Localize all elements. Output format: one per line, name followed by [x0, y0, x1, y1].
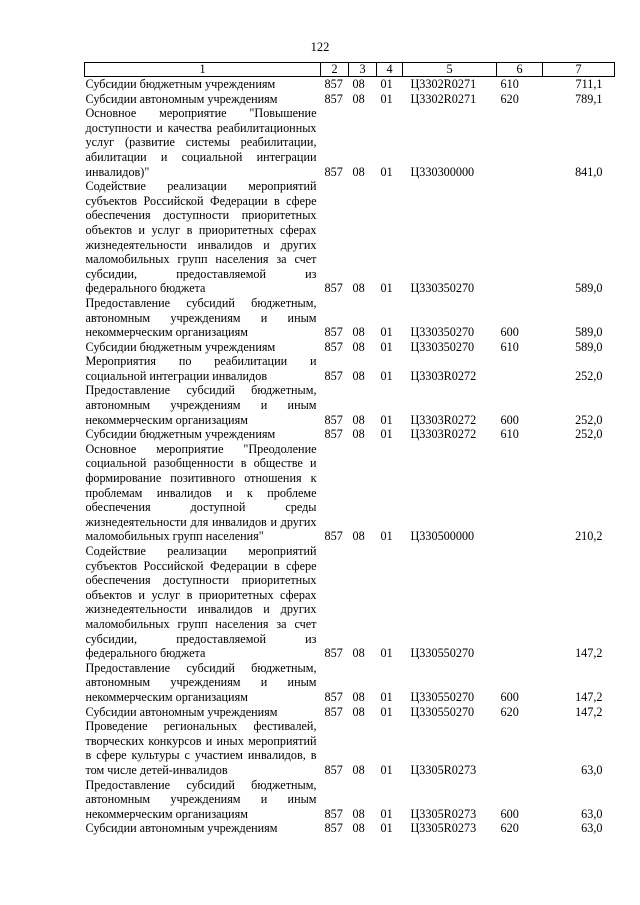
table-row [85, 719, 615, 777]
item-name: Предоставление субсидий бюджетным, автономным учреждениям и иным некоммерческим организациям [85, 295, 317, 340]
table-body [85, 77, 615, 836]
expense-type-code: 600 [500, 325, 519, 340]
department-code: 857 [324, 281, 343, 296]
table-row [85, 354, 615, 383]
department-code: 857 [324, 91, 343, 106]
item-name: Основное мероприятие "Преодоление социальной разобщенности в обществе и формирование позитивного отношения к проблемам инвалидов и к проблеме обеспечения доступной среды жизнедеятельности для инвалидов и других маломобильных групп населения" [85, 441, 317, 544]
expense-type-code [497, 544, 543, 661]
section-code: 08 [352, 821, 365, 836]
table-row [85, 544, 615, 661]
amount: 63,0 [581, 762, 603, 777]
item-name: Мероприятия по реабилитации и социальной интеграции инвалидов [85, 354, 317, 383]
item-name: Предоставление субсидий бюджетным, автономным учреждениям и иным некоммерческим организациям [85, 660, 317, 704]
item-name: Предоставление субсидий бюджетным, автономным учреждениям и иным некоммерческим организациям [85, 383, 317, 427]
table-row [85, 106, 615, 179]
amount: 589,0 [575, 325, 603, 340]
subsection-code: 01 [380, 704, 393, 719]
amount: 210,2 [575, 529, 603, 544]
amount: 252,0 [575, 412, 603, 427]
amount: 63,0 [581, 806, 603, 821]
section-code: 08 [352, 164, 365, 179]
table-row [85, 179, 615, 296]
table-row [85, 705, 615, 720]
item-name: Субсидии автономным учреждениям [85, 704, 278, 719]
section-code: 08 [352, 281, 365, 296]
target-article-code: Ц3302R0271 [410, 91, 477, 106]
department-code: 857 [324, 689, 343, 704]
subsection-code: 01 [380, 806, 393, 821]
amount: 252,0 [575, 368, 603, 383]
expense-type-code [497, 354, 543, 383]
target-article-code: Ц330350270 [410, 339, 475, 354]
expense-type-code: 620 [500, 821, 519, 836]
item-name: Субсидии автономным учреждениям [85, 821, 278, 836]
subsection-code: 01 [380, 821, 393, 836]
table-row [85, 442, 615, 544]
amount: 147,2 [575, 704, 603, 719]
section-code: 08 [352, 412, 365, 427]
section-code: 08 [352, 325, 365, 340]
amount: 841,0 [575, 164, 603, 179]
section-code: 08 [352, 762, 365, 777]
department-code: 857 [324, 762, 343, 777]
expense-type-code: 620 [500, 704, 519, 719]
amount: 63,0 [581, 821, 603, 836]
table-row [85, 296, 615, 340]
expense-type-code: 610 [500, 339, 519, 354]
amount: 589,0 [575, 281, 603, 296]
column-header: 2 [321, 63, 349, 77]
target-article-code: Ц330350270 [410, 325, 475, 340]
department-code: 857 [324, 646, 343, 661]
expense-type-code: 620 [500, 91, 519, 106]
item-name: Основное мероприятие "Повышение доступности и качества реабилитационных услуг (развитие системы реабилитации, абилитации и социальной интеграции инвалидов)" [85, 106, 317, 179]
column-header: 4 [377, 63, 403, 77]
amount: 711,1 [575, 77, 603, 91]
subsection-code: 01 [380, 281, 393, 296]
table-row [85, 340, 615, 355]
expense-type-code: 610 [500, 77, 519, 91]
section-code: 08 [352, 646, 365, 661]
section-code: 08 [352, 529, 365, 544]
expense-type-code [497, 106, 543, 179]
subsection-code: 01 [380, 164, 393, 179]
subsection-code: 01 [380, 762, 393, 777]
department-code: 857 [324, 77, 343, 91]
subsection-code: 01 [380, 646, 393, 661]
section-code: 08 [352, 77, 365, 91]
department-code: 857 [324, 325, 343, 340]
section-code: 08 [352, 806, 365, 821]
column-header: 1 [85, 63, 321, 77]
target-article-code: Ц3305R0273 [410, 806, 477, 821]
item-name: Субсидии бюджетным учреждениям [85, 339, 276, 354]
column-header: 3 [349, 63, 377, 77]
department-code: 857 [324, 427, 343, 442]
budget-table [84, 62, 615, 836]
subsection-code: 01 [380, 427, 393, 442]
item-name: Субсидии бюджетным учреждениям [85, 77, 276, 91]
header-row [85, 63, 615, 77]
table-row [85, 92, 615, 107]
target-article-code: Ц3303R0272 [410, 368, 477, 383]
amount: 589,0 [575, 339, 603, 354]
column-header: 7 [543, 63, 615, 77]
expense-type-code [497, 719, 543, 777]
target-article-code: Ц330550270 [410, 704, 475, 719]
subsection-code: 01 [380, 325, 393, 340]
subsection-code: 01 [380, 689, 393, 704]
amount: 147,2 [575, 689, 603, 704]
expense-type-code [497, 179, 543, 296]
expense-type-code: 600 [500, 806, 519, 821]
target-article-code: Ц330500000 [410, 529, 475, 544]
amount: 789,1 [575, 91, 603, 106]
section-code: 08 [352, 427, 365, 442]
target-article-code: Ц330350270 [410, 281, 475, 296]
section-code: 08 [352, 339, 365, 354]
section-code: 08 [352, 689, 365, 704]
table-row [85, 77, 615, 92]
target-article-code: Ц3303R0272 [410, 427, 477, 442]
table-row [85, 821, 615, 836]
expense-type-code: 600 [500, 412, 519, 427]
item-name: Проведение региональных фестивалей, творческих конкурсов и иных мероприятий в сфере культуры с участием инвалидов, в том числе детей-инвалидов [85, 719, 317, 777]
section-code: 08 [352, 91, 365, 106]
department-code: 857 [324, 704, 343, 719]
target-article-code: Ц330550270 [410, 689, 475, 704]
expense-type-code: 610 [500, 427, 519, 442]
department-code: 857 [324, 368, 343, 383]
department-code: 857 [324, 821, 343, 836]
amount: 252,0 [575, 427, 603, 442]
target-article-code: Ц3302R0271 [410, 77, 477, 91]
column-header: 5 [403, 63, 497, 77]
item-name: Содействие реализации мероприятий субъектов Российской Федерации в сфере обеспечения доступности приоритетных объектов и услуг в приоритетных сферах жизнедеятельности инвалидов и других маломобильных групп населения за счет субсидии, предоставляемой из федерального бюджета [85, 179, 317, 296]
target-article-code: Ц330550270 [410, 646, 475, 661]
subsection-code: 01 [380, 339, 393, 354]
table-row [85, 427, 615, 442]
expense-type-code: 600 [500, 689, 519, 704]
table-row [85, 778, 615, 822]
item-name: Субсидии бюджетным учреждениям [85, 427, 276, 442]
subsection-code: 01 [380, 77, 393, 91]
department-code: 857 [324, 412, 343, 427]
target-article-code: Ц3305R0273 [410, 821, 477, 836]
section-code: 08 [352, 704, 365, 719]
target-article-code: Ц3303R0272 [410, 412, 477, 427]
column-header: 6 [497, 63, 543, 77]
subsection-code: 01 [380, 368, 393, 383]
item-name: Субсидии автономным учреждениям [85, 91, 278, 106]
page-number: 122 [310, 40, 330, 54]
subsection-code: 01 [380, 412, 393, 427]
item-name: Содействие реализации мероприятий субъектов Российской Федерации в сфере обеспечения доступности приоритетных объектов и услуг в приоритетных сферах жизнедеятельности инвалидов и других маломобильных групп населения за счет субсидии, предоставляемой из федерального бюджета [85, 544, 317, 661]
department-code: 857 [324, 529, 343, 544]
department-code: 857 [324, 164, 343, 179]
department-code: 857 [324, 339, 343, 354]
item-name: Предоставление субсидий бюджетным, автономным учреждениям и иным некоммерческим организациям [85, 777, 317, 821]
table-row [85, 383, 615, 427]
target-article-code: Ц3305R0273 [410, 762, 477, 777]
target-article-code: Ц330300000 [410, 164, 475, 179]
subsection-code: 01 [380, 529, 393, 544]
table-row [85, 661, 615, 705]
amount: 147,2 [575, 646, 603, 661]
subsection-code: 01 [380, 91, 393, 106]
expense-type-code [497, 442, 543, 544]
section-code: 08 [352, 368, 365, 383]
department-code: 857 [324, 806, 343, 821]
